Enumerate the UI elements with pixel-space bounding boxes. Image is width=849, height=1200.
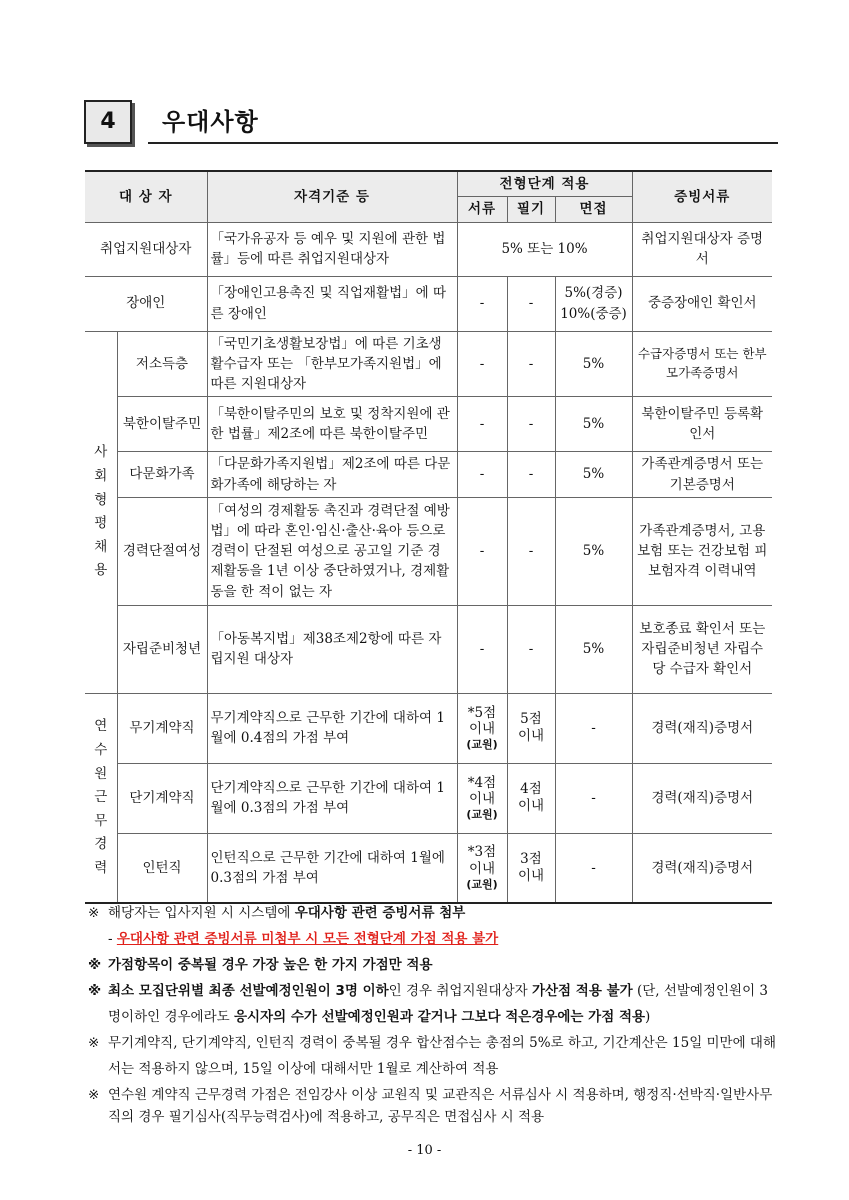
note-item [88,900,778,926]
table-row [85,397,772,452]
note-dash: - [108,931,113,947]
row-docs: 경력(재직)증명서 [632,763,772,833]
row-target: 인턴직 [117,833,207,903]
written-points: 4점 [520,781,542,798]
header-docs: 증빙서류 [632,171,772,222]
note-text: 무기계약직, 단기계약직, 인턴직 경력이 중복될 경우 합산점수는 총점의 5%로 하고, 기간계산은 15일 미만에 대해서는 적용하지 않으며, 15일 이상에 대해서만 1월로 계산하여 적용 [108,1035,777,1077]
row-target: 취업지원대상자 [85,222,207,276]
doc-note: (교원) [466,878,498,891]
row-target: 자립준비청년 [117,605,207,693]
note-mark: ※ [88,1087,100,1103]
row-target: 다문화가족 [117,452,207,498]
row-docs: 경력(재직)증명서 [632,833,772,903]
header-written: 필기 [507,197,555,222]
row-interview: 5% [555,605,632,693]
note-bold: 최소 모집단위별 최종 선발예정인원이 3명 이하 [108,983,389,999]
row-criteria: 「여성의 경제활동 촉진과 경력단절 예방법」에 따라 혼인·임신·출산·육아 등으로 경력이 단절된 여성으로 공고일 기준 경제활동을 1년 이상 중단하였거나, 경제활동을 한 적이 없는 자 [207,497,457,605]
written-limit: 이내 [517,728,545,745]
group-career [85,693,117,903]
header-interview: 면접 [555,197,632,222]
row-written: - [507,497,555,605]
row-written [507,833,555,903]
table-row [85,833,772,903]
row-target: 경력단절여성 [117,497,207,605]
group-social-label: 사회형평채용 [94,444,108,579]
row-docs: 북한이탈주민 등록확인서 [632,397,772,452]
row-criteria: 단기계약직으로 근무한 기간에 대하여 1월에 0.3점의 가점 부여 [207,763,457,833]
row-doc: - [457,276,507,331]
row-interview: 5% [555,397,632,452]
note-text: ) [645,1009,651,1025]
table-row [85,693,772,763]
section-underline [148,142,778,144]
row-criteria: 인턴직으로 근무한 기간에 대하여 1월에 0.3점의 가점 부여 [207,833,457,903]
row-written: - [507,276,555,331]
doc-points: *4점 [467,774,497,791]
header-target: 대 상 자 [85,171,207,222]
header-stage: 전형단계 적용 [457,171,632,197]
notes-section [88,900,778,1128]
row-interview: - [555,763,632,833]
table-row [85,452,772,498]
row-interview [555,276,632,331]
note-mark: ※ [88,905,100,921]
doc-note: (교원) [466,738,498,752]
row-target: 무기계약직 [117,693,207,763]
row-doc: - [457,331,507,397]
note-bold: 우대사항 관련 증빙서류 첨부 [294,905,466,921]
doc-note: (교원) [466,808,498,822]
note-item [88,1084,778,1128]
note-bold: 응시자의 수가 선발예정인원과 같거나 그보다 적은경우에는 가점 적용 [233,1009,646,1025]
note-mark: ※ [88,957,102,973]
row-target: 단기계약직 [117,763,207,833]
row-written [507,693,555,763]
note-text: 연수원 계약직 근무경력 가점은 전임강사 이상 교원직 및 교관직은 서류심사 시 적용하며, 행정직·선박직·일반사무직의 경우 필기심사(직무능력검사)에 적용하고, 공무직은 면접심사 시 적용 [108,1087,773,1125]
row-interview: 5% [555,497,632,605]
group-social [85,331,117,693]
preference-table [85,170,772,904]
written-limit: 이내 [517,798,545,815]
header-criteria: 자격기준 등 [207,171,457,222]
doc-points: *5점 [467,704,497,721]
interview-mild: 5%(경증) [564,285,623,302]
note-text: 인 경우 취업지원대상자 [388,983,532,999]
doc-limit: 이내 [468,791,496,808]
row-docs: 보호종료 확인서 또는 자립준비청년 자립수당 수급자 확인서 [632,605,772,693]
doc-limit: 이내 [468,721,496,738]
row-docs: 가족관계증명서 또는 기본증명서 [632,452,772,498]
section-number: 4 [84,100,132,144]
row-criteria: 「장애인고용촉진 및 직업재활법」에 따른 장애인 [207,276,457,331]
row-interview: 5% [555,331,632,397]
written-points: 5점 [520,711,542,728]
row-docs: 취업지원대상자 증명서 [632,222,772,276]
table-row [85,331,772,397]
row-criteria: 무기계약직으로 근무한 기간에 대하여 1월에 0.4점의 가점 부여 [207,693,457,763]
note-text: (단, 선발예정인원이 3명이하인 경우에라도 [108,983,769,1025]
row-doc: - [457,605,507,693]
table-row [85,222,772,276]
written-limit: 이내 [517,868,545,884]
note-mark: ※ [88,1035,100,1051]
table-row [85,763,772,833]
section-title: 우대사항 [162,108,259,136]
row-doc: - [457,497,507,605]
row-interview: - [555,693,632,763]
note-item [88,952,778,978]
row-criteria: 「북한이탈주민의 보호 및 정착지원에 관한 법률」제2조에 따른 북한이탈주민 [207,397,457,452]
row-doc: - [457,452,507,498]
written-points: 3점 [520,851,542,868]
note-warning: 우대사항 관련 증빙서류 미첨부 시 모든 전형단계 가점 적용 불가 [116,931,499,947]
row-docs: 중증장애인 확인서 [632,276,772,331]
row-stage-span: 5% 또는 10% [457,222,632,276]
note-mark: ※ [88,983,102,999]
note-item [88,978,778,1030]
interview-severe: 10%(중증) [560,305,627,322]
page-number: - 10 - [407,1143,442,1158]
row-doc [457,833,507,903]
row-criteria: 「국민기초생활보장법」에 따른 기초생활수급자 또는 「한부모가족지원법」에 따른 지원대상자 [207,331,457,397]
note-bold: 가산점 적용 불가 [531,983,633,999]
group-career-label: 연수원근무경력 [94,718,108,877]
row-written: - [507,397,555,452]
table-row [85,497,772,605]
row-target: 장애인 [85,276,207,331]
row-criteria: 「국가유공자 등 예우 및 지원에 관한 법률」등에 따른 취업지원대상자 [207,222,457,276]
row-doc [457,763,507,833]
row-written: - [507,331,555,397]
row-interview: 5% [555,452,632,498]
row-written: - [507,452,555,498]
note-sub-item [88,926,778,952]
header-doc-stage: 서류 [457,197,507,222]
row-written: - [507,605,555,693]
row-target: 저소득층 [117,331,207,397]
row-criteria: 「아동복지법」제38조제2항에 따른 자립지원 대상자 [207,605,457,693]
row-written [507,763,555,833]
note-item [88,1030,778,1082]
row-doc [457,693,507,763]
row-doc: - [457,397,507,452]
note-text: 해당자는 입사지원 시 시스템에 [108,905,295,921]
row-criteria: 「다문화가족지원법」제2조에 따른 다문화가족에 해당하는 자 [207,452,457,498]
doc-limit: 이내 [468,861,496,878]
doc-points: *3점 [467,844,497,861]
table-row [85,605,772,693]
row-interview: - [555,833,632,903]
table-row [85,276,772,331]
table-header-row [85,171,772,197]
row-docs: 가족관계증명서, 고용보험 또는 건강보험 피보험자격 이력내역 [632,497,772,605]
row-docs: 수급자증명서 또는 한부모가족증명서 [632,331,772,397]
note-bold: 가점항목이 중복될 경우 가장 높은 한 가지 가점만 적용 [108,957,433,973]
section-header [84,100,778,146]
row-target: 북한이탈주민 [117,397,207,452]
row-docs: 경력(재직)증명서 [632,693,772,763]
